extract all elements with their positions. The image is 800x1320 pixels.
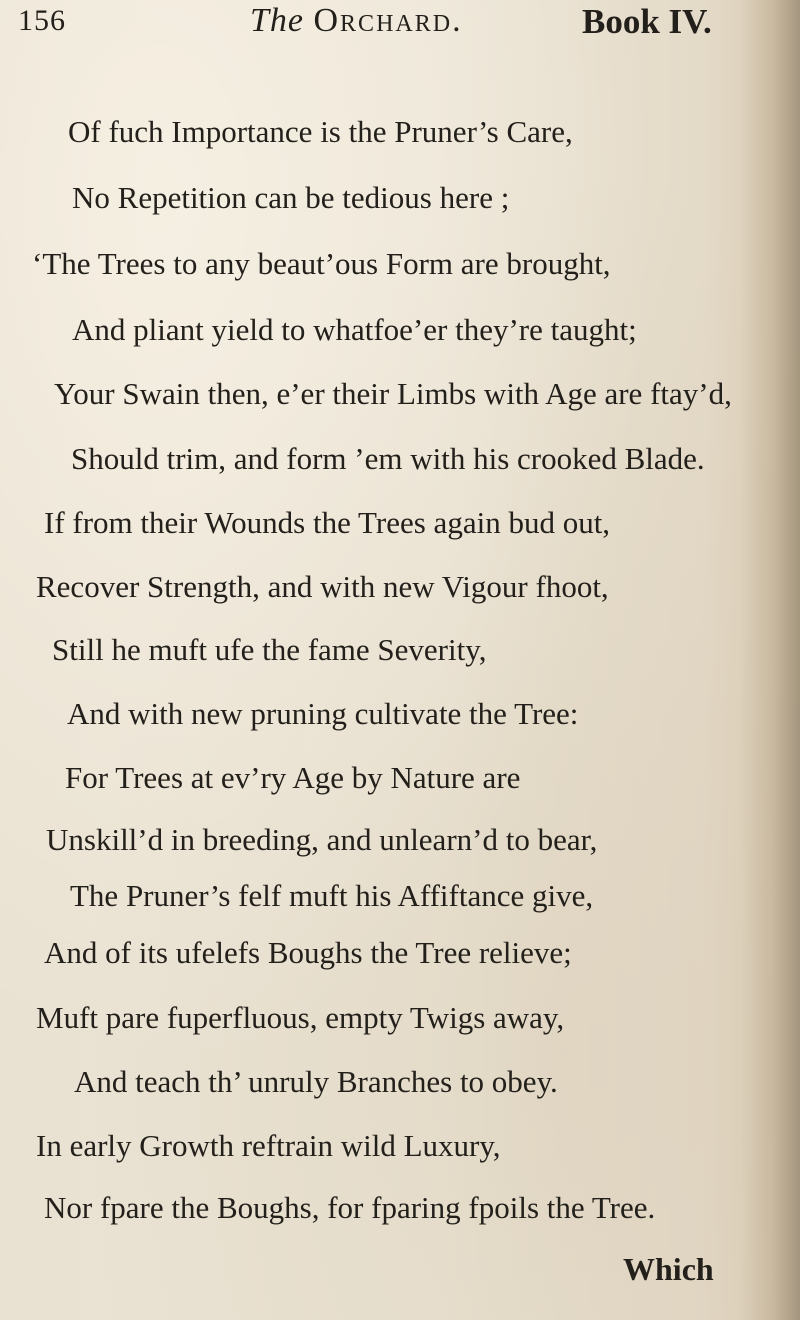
verse-line: Unskill’d in breeding, and unlearn’d to bear,	[46, 822, 598, 857]
running-title	[250, 2, 463, 40]
verse-line: The Pruner’s felf muft his Affiftance give,	[70, 878, 594, 913]
verse-line: Nor fpare the Boughs, for fparing fpoils the Tree.	[44, 1190, 656, 1225]
verse-line: If from their Wounds the Trees again bud out,	[44, 505, 611, 540]
verse-line: And of its ufelefs Boughs the Tree relieve;	[44, 935, 572, 970]
verse-line: And teach th’ unruly Branches to obey.	[74, 1064, 558, 1099]
verse-line: Recover Strength, and with new Vigour fhoot,	[36, 569, 609, 604]
verse-line: Your Swain then, e’er their Limbs with Age are ftay’d,	[54, 376, 732, 411]
page-edge-shadow	[740, 0, 800, 1320]
page-number: 156	[18, 4, 66, 37]
catchword: Which	[623, 1251, 714, 1287]
verse-line: Still he muft ufe the fame Severity,	[52, 632, 487, 667]
page-header	[0, 0, 800, 60]
verse-line: ‘The Trees to any beaut’ous Form are brought,	[32, 246, 611, 281]
running-title-word: Orchard.	[313, 2, 463, 39]
verse-line: Muft pare fuperfluous, empty Twigs away,	[36, 1000, 565, 1035]
verse-line: For Trees at ev’ry Age by Nature are	[65, 760, 521, 795]
book-number: Book IV.	[582, 2, 712, 41]
verse-line: No Repetition can be tedious here ;	[72, 180, 510, 215]
verse-line: And pliant yield to whatfoe’er they’re taught;	[72, 312, 637, 347]
verse-line: And with new pruning cultivate the Tree:	[67, 696, 579, 731]
verse-line: In early Growth reftrain wild Luxury,	[36, 1128, 501, 1163]
verse-line: Of fuch Importance is the Pruner’s Care,	[68, 114, 573, 149]
running-title-article: The	[250, 2, 304, 39]
verse-line: Should trim, and form ’em with his crooked Blade.	[71, 441, 705, 476]
